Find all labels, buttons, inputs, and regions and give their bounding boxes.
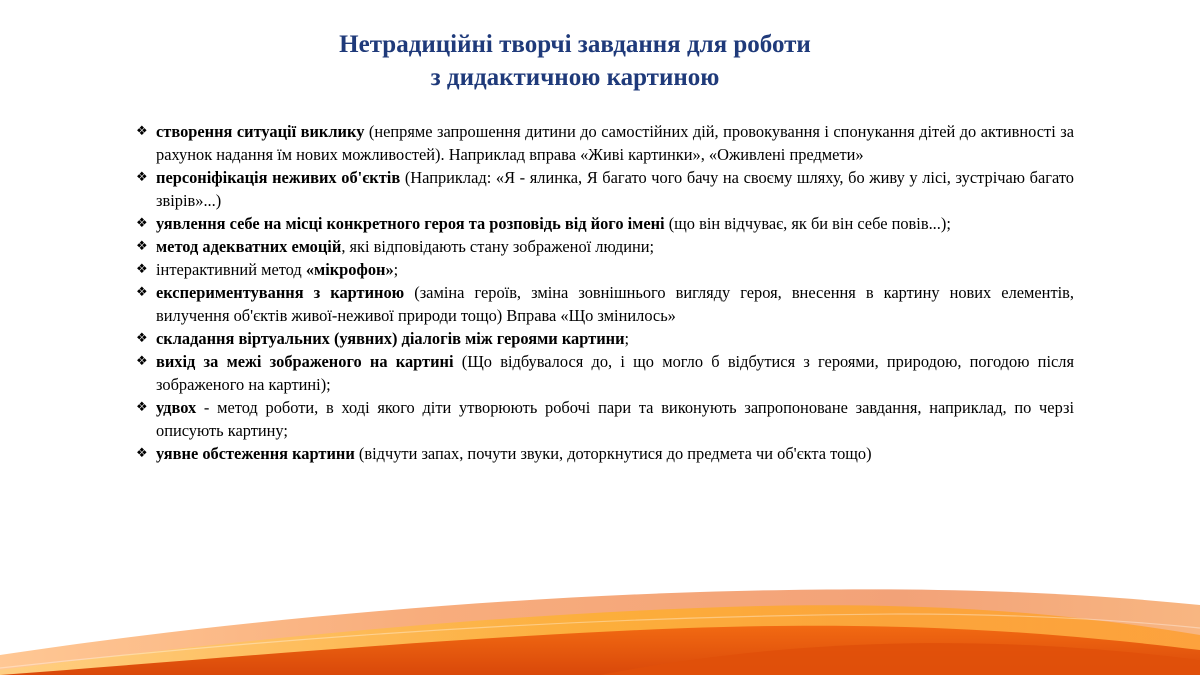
slide-title bbox=[150, 28, 1000, 94]
item-bold-text: складання віртуальних (уявних) діалогів між героями картини bbox=[156, 329, 625, 348]
item-bold-text: метод адекватних емоцій bbox=[156, 237, 342, 256]
bullet-list bbox=[136, 120, 1074, 465]
list-item bbox=[136, 212, 1074, 235]
list-item-text bbox=[156, 327, 1074, 350]
list-item bbox=[136, 235, 1074, 258]
item-normal-text: (Наприклад: «Я - ялинка, Я багато чого бачу на своєму шляху, бо живу у лісі, зустрічаю багато звірів»...) bbox=[156, 168, 1074, 210]
list-item-text bbox=[156, 281, 1074, 327]
list-item-text bbox=[156, 166, 1074, 212]
item-bold-text: створення ситуації виклику bbox=[156, 122, 365, 141]
item-bold-text: уявлення себе на місці конкретного героя та розповідь від його імені bbox=[156, 214, 665, 233]
list-item-text bbox=[156, 350, 1074, 396]
item-normal-text: (Що відбувалося до, і що могло б відбутися з героями, природою, погодою після зображеного на картині); bbox=[156, 352, 1074, 394]
item-bold-text: уявне обстеження картини bbox=[156, 444, 355, 463]
item-normal-text: ; bbox=[624, 329, 630, 348]
item-normal-text: (що він відчуває, як би він себе повів...); bbox=[664, 214, 951, 233]
list-item bbox=[136, 120, 1074, 166]
diamond-bullet-icon: ❖ bbox=[136, 216, 148, 231]
item-normal-text: (відчути запах, почути звуки, доторкнутися до предмета чи об'єкта тощо) bbox=[354, 444, 872, 463]
list-item bbox=[136, 396, 1074, 442]
list-item-text bbox=[156, 212, 1074, 235]
diamond-bullet-icon: ❖ bbox=[136, 170, 148, 185]
list-item-text bbox=[156, 258, 1074, 281]
item-bold-text: експериментування з картиною bbox=[156, 283, 405, 302]
diamond-bullet-icon: ❖ bbox=[136, 331, 148, 346]
list-item bbox=[136, 258, 1074, 281]
item-normal-text: , які відповідають стану зображеної людини; bbox=[341, 237, 655, 256]
list-item bbox=[136, 166, 1074, 212]
item-bold-text: персоніфікація неживих об'єктів bbox=[156, 168, 401, 187]
item-normal-text: - метод роботи, в ході якого діти утворюють робочі пари та виконують запропоноване завдання, наприклад, по черзі описують картину; bbox=[156, 398, 1074, 440]
title-line-1: Нетрадиційні творчі завдання для роботи bbox=[339, 31, 811, 58]
list-item-text bbox=[156, 235, 1074, 258]
title-line-2: з дидактичною картиною bbox=[430, 64, 720, 91]
diamond-bullet-icon: ❖ bbox=[136, 400, 148, 415]
diamond-bullet-icon: ❖ bbox=[136, 262, 148, 277]
item-normal-text: (непряме запрошення дитини до самостійних дій, провокування і спонукання дітей до активності за рахунок надання їм нових можливостей). Наприклад вправа «Живі картинки», «Оживлені предмети» bbox=[156, 122, 1074, 164]
item-bold-text: «мікрофон» bbox=[305, 260, 394, 279]
item-normal-text: інтерактивний метод bbox=[156, 260, 306, 279]
diamond-bullet-icon: ❖ bbox=[136, 285, 148, 300]
list-item-text bbox=[156, 120, 1074, 166]
list-item-text bbox=[156, 396, 1074, 442]
list-item bbox=[136, 327, 1074, 350]
diamond-bullet-icon: ❖ bbox=[136, 124, 148, 139]
item-normal-text: (заміна героїв, зміна зовнішнього вигляду героя, внесення в картину нових елементів, вилучення об'єктів живої-неживої природи тощо) Вправа «Що змінилось» bbox=[156, 283, 1074, 325]
item-bold-text: удвох bbox=[156, 398, 197, 417]
list-item bbox=[136, 350, 1074, 396]
list-item-text bbox=[156, 442, 1074, 465]
orange-wave-decoration bbox=[0, 520, 1200, 675]
diamond-bullet-icon: ❖ bbox=[136, 354, 148, 369]
diamond-bullet-icon: ❖ bbox=[136, 239, 148, 254]
item-bold-text: вихід за межі зображеного на картині bbox=[156, 352, 454, 371]
list-item bbox=[136, 281, 1074, 327]
item-normal-text: ; bbox=[393, 260, 399, 279]
diamond-bullet-icon: ❖ bbox=[136, 446, 148, 461]
list-item bbox=[136, 442, 1074, 465]
